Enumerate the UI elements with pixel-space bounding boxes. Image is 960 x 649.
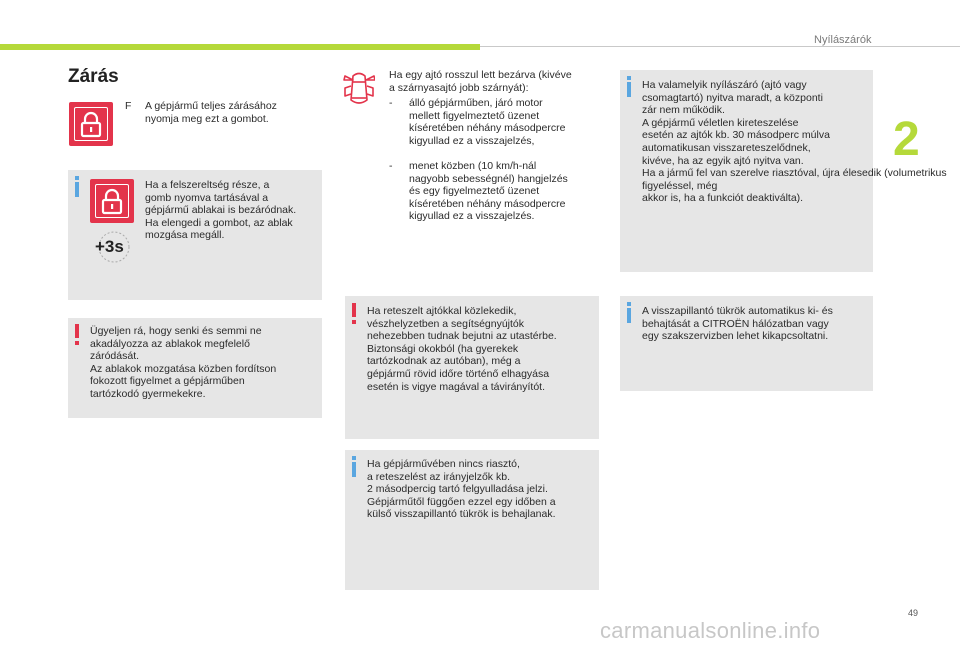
step-text: A gépjármű teljes zárásához nyomja meg ezt a gombot. [145, 100, 277, 125]
warning-text-locked-driving: Ha reteszelt ajtókkal közlekedik, vészhelyzetben a segítségnyújtók nehezebben tudnak bejutni az utastérbe. Biztonsági okokból (ha gyerekek tartózkodnak az autóban), még a gépjármű rövid időre történő elhagyása esetén is vigye magával a távirányítót. [367, 305, 557, 393]
warning-icon [350, 303, 360, 325]
section-title: Nyílászárók [814, 34, 872, 46]
info-icon [350, 456, 360, 478]
info-text-mirror-folding: A visszapillantó tükrök automatikus ki- és behajtását a CITROËN hálózatban vagy egy szakszervizben lehet kikapcsoltatni. [642, 305, 833, 343]
door-warning-intro: Ha egy ajtó rosszul lett bezárva (kivéve a szárnyasajtó jobb szárnyát): [389, 69, 572, 94]
lock-button-icon [69, 102, 113, 146]
info-icon [625, 76, 635, 98]
warning-text-window-safety: Ügyeljen rá, hogy senki és semmi ne akadályozza az ablakok megfelelő záródását. Az ablakok mozgatása közben fordítson fokozott figyelmet a gépjárműben tartózkodó gyermekekre. [90, 325, 277, 400]
header-divider [480, 46, 960, 47]
door-item-text: menet közben (10 km/h-nál nagyobb sebességnél) hangjelzés és egy figyelmeztető üzenet kíséretében néhány másodpercre kigyullad ez a visszajelzés. [409, 160, 568, 223]
step-marker: F [125, 100, 132, 112]
info-text-no-alarm: Ha gépjárművében nincs riasztó, a reteszelést az irányjelzők kb. 2 másodpercig tartó felgyulladása jelzi. Gépjárműtől függően ezzel egy időben a külső visszapillantó tükrök is behajlanak. [367, 458, 556, 521]
header-accent-bar [0, 44, 480, 50]
info-text-window-closing: Ha a felszereltség része, a gomb nyomva tartásával a gépjármű ablakai is bezáródnak. Ha elengedi a gombot, az ablak mozgása megáll. [145, 179, 297, 242]
door-item-dash: - [389, 160, 393, 172]
info-icon [73, 176, 83, 198]
info-icon [625, 302, 635, 324]
page-number: 49 [908, 608, 919, 618]
chapter-number: 2 [893, 113, 920, 166]
page-title: Zárás [68, 66, 119, 87]
watermark: carmanualsonline.info [600, 618, 821, 643]
info-text-central-locking: Ha valamelyik nyílászáró (ajtó vagy csomagtartó) nyitva maradt, a központi zár nem működik. A gépjármű véletlen kireteszelése esetén az ajtók kb. 30 másodperc múlva automatikusan visszareteszelődnek, kivéve, ha az egyik ajtó nyitva van. Ha a jármű fel van szerelve riasztóval, újra élesedik (volumetrikus figyeléssel, még akkor is, ha a funkciót deaktiválta). [642, 79, 947, 205]
lock-button-icon [90, 179, 134, 223]
door-item-dash: - [389, 97, 393, 109]
hold-3-seconds-label: +3s [95, 237, 124, 256]
door-item-text: álló gépjárműben, járó motor mellett figyelmeztető üzenet kíséretében néhány másodpercre kigyullad ez a visszajelzés, [409, 97, 566, 147]
warning-icon [73, 324, 83, 346]
open-door-warning-icon [343, 68, 375, 108]
